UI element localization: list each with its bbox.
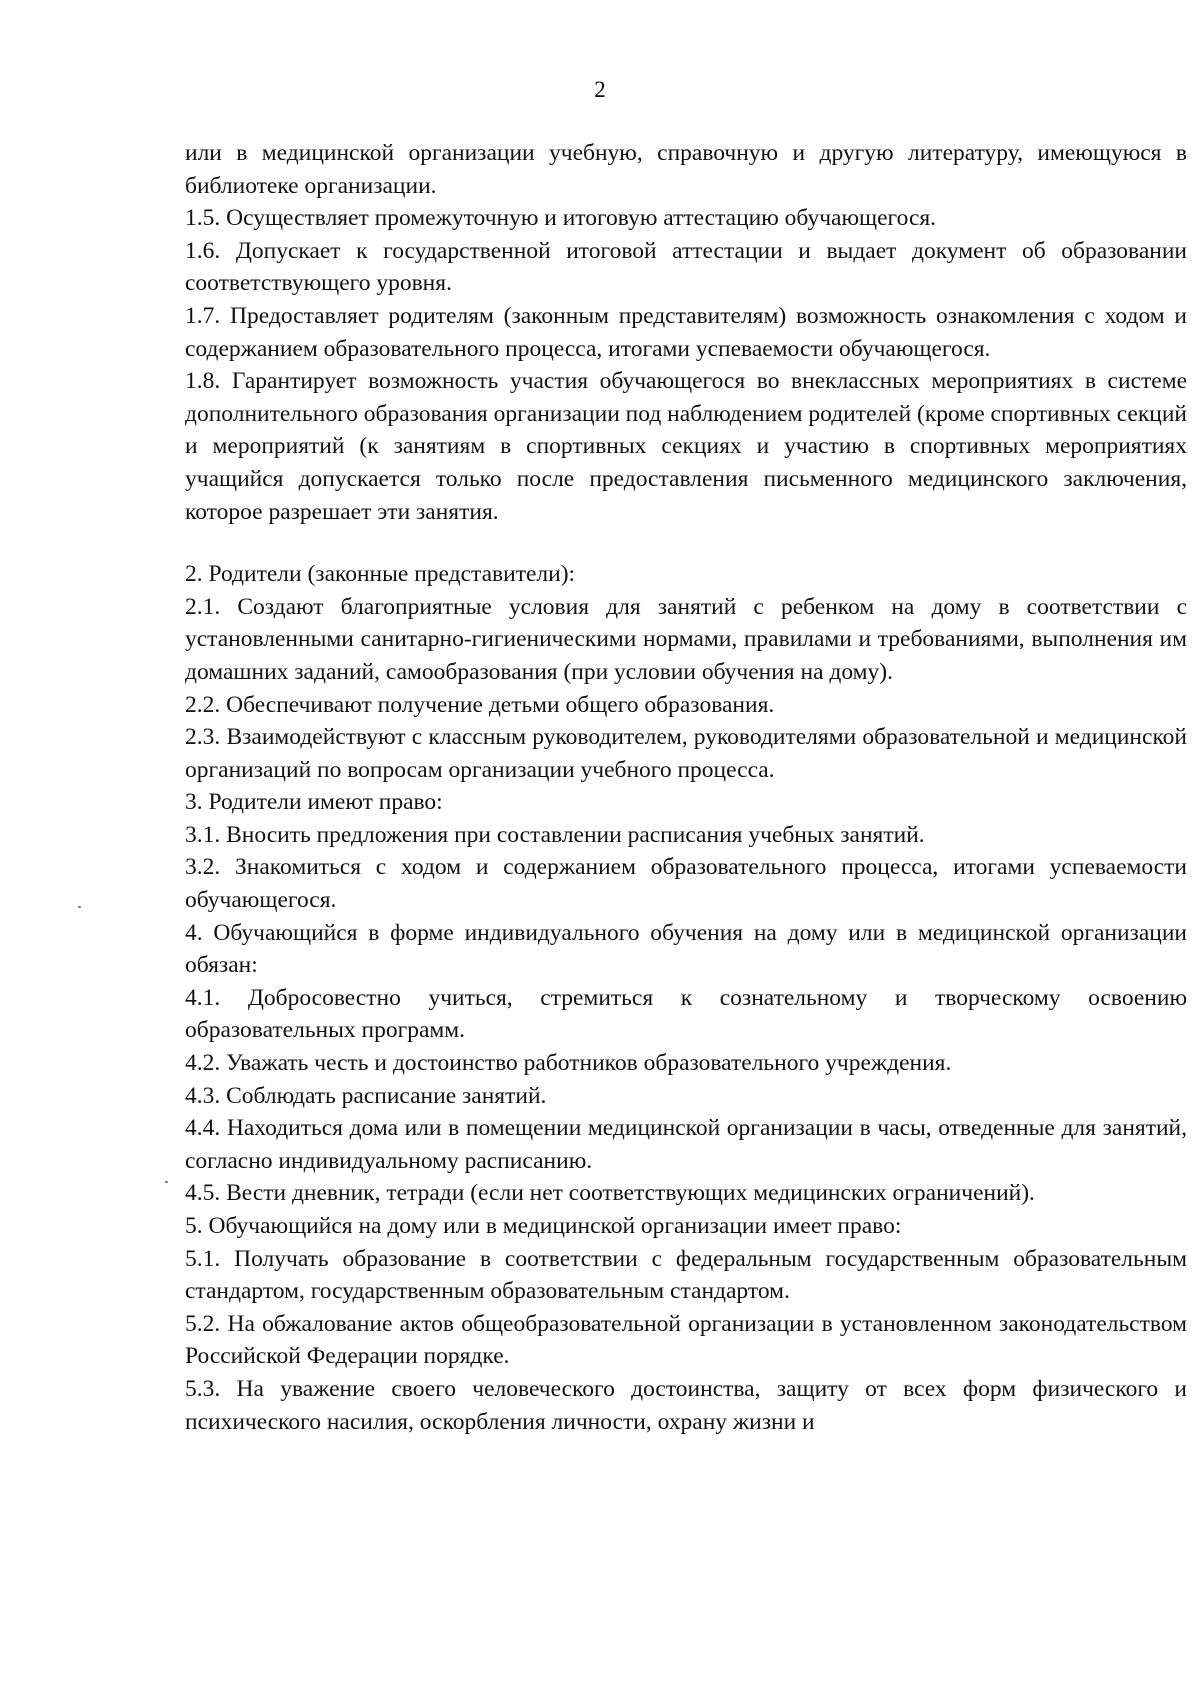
paragraph-4-1: 4.1. Добросовестно учиться, стремиться к сознательному и творческому освоению образовательных программ. xyxy=(185,984,1187,1044)
paragraph-3-2: 3.2. Знакомиться с ходом и содержанием образовательного процесса, итогами успеваемости обучающегося. xyxy=(185,854,1187,914)
scan-speck xyxy=(165,1181,168,1183)
paragraph-5-2: 5.2. На обжалование актов общеобразовательной организации в установленном законодательством Российской Федерации порядке. xyxy=(185,1310,1187,1370)
paragraph-2-3: 2.3. Взаимодействуют с классным руководителем, руководителями образовательной и медицинской организаций по вопросам организации учебного процесса. xyxy=(185,724,1187,783)
paragraph-1-7: 1.7. Предоставляет родителям (законным представителям) возможность ознакомления с ходом и содержанием образовательного процесса, итогами успеваемости обучающегося. xyxy=(185,302,1187,362)
scan-speck xyxy=(78,906,81,908)
paragraph-4-3: 4.3. Соблюдать расписание занятий. xyxy=(185,1082,547,1109)
page-number: 2 xyxy=(594,77,606,102)
section-heading-5: 5. Обучающийся на дому или в медицинской организации имеет право: xyxy=(185,1213,902,1239)
paragraph-4-5: 4.5. Вести дневник, тетради (если нет соответствующих медицинских ограничений). xyxy=(185,1180,1035,1207)
paragraph-5-3: 5.3. На уважение своего человеческого достоинства, защиту от всех форм физического и психического насилия, оскорбления личности, охрану жизни и xyxy=(185,1375,1187,1435)
paragraph-continuation: или в медицинской организации учебную, справочную и другую литературу, имеющуюся в библиотеке организации. xyxy=(185,140,1187,199)
section-heading-3: 3. Родители имеют право: xyxy=(185,789,443,816)
paragraph-1-8: 1.8. Гарантирует возможность участия обучающегося во внеклассных мероприятиях в системе дополнительного образования организации под наблюдением родителей (кроме спортивных секций и мероприятий (к занятиям в спортивных секциях и участию в спортивных мероприятиях учащийся допускается только после предоставления письменного медицинского заключения, которое разрешает эти занятия. xyxy=(185,368,1187,525)
paragraph-3-1: 3.1. Вносить предложения при составлении расписания учебных занятий. xyxy=(185,821,925,848)
paragraph-4-2: 4.2. Уважать честь и достоинство работников образовательного учреждения. xyxy=(185,1050,952,1077)
paragraph-4-4: 4.4. Находиться дома или в помещении медицинской организации в часы, отведенные для занятий, согласно индивидуальному расписанию. xyxy=(185,1115,1187,1174)
paragraph-2-1: 2.1. Создают благоприятные условия для занятий с ребенком на дому в соответствии с установленными санитарно-гигиеническими нормами, правилами и требованиями, выполнения им домашних заданий, самообразования (при условии обучения на дому). xyxy=(185,593,1187,685)
paragraph-5-1: 5.1. Получать образование в соответствии с федеральным государственным образовательным стандартом, государственным образовательным стандартом. xyxy=(185,1245,1187,1305)
paragraph-1-5: 1.5. Осуществляет промежуточную и итоговую аттестацию обучающегося. xyxy=(185,205,937,232)
paragraph-1-6: 1.6. Допускает к государственной итоговой аттестации и выдает документ об образовании соответствующего уровня. xyxy=(185,237,1187,297)
section-heading-2: 2. Родители (законные представители): xyxy=(185,561,576,588)
section-heading-4: 4. Обучающийся в форме индивидуального обучения на дому или в медицинской организации обязан: xyxy=(185,919,1187,979)
document-body xyxy=(185,137,1187,1438)
paragraph-2-2: 2.2. Обеспечивают получение детьми общего образования. xyxy=(185,691,775,718)
